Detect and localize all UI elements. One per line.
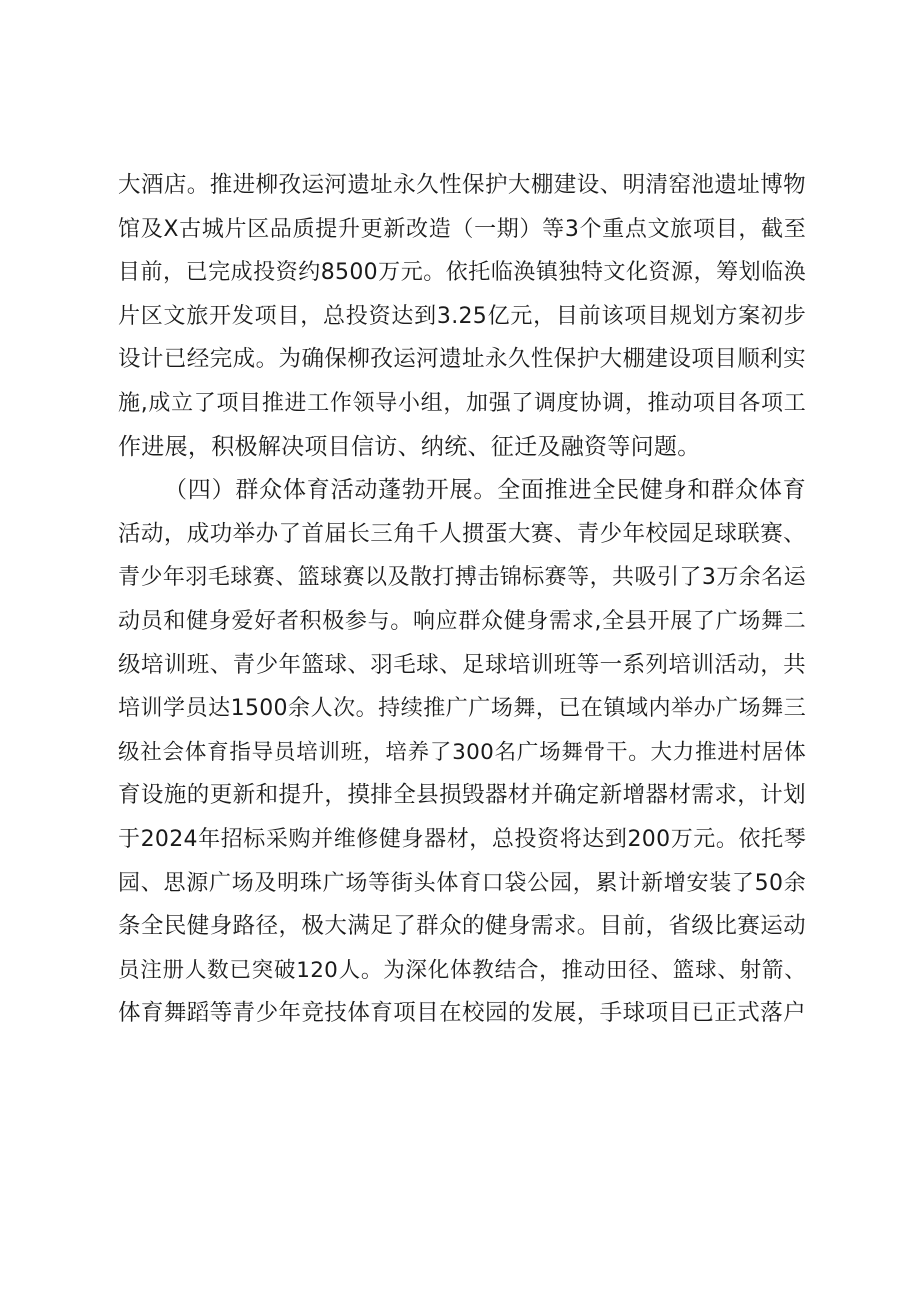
text-line: 活动，成功举办了首届长三角千人掼蛋大赛、青少年校园足球联赛、 (118, 520, 806, 547)
text-line: 级社会体育指导员培训班，培养了300名广场舞骨干。大力推进村居体 (118, 739, 806, 765)
text-line: 条全民健身路径，极大满足了群众的健身需求。目前，省级比赛运动 (118, 913, 806, 940)
paragraph-mass-sports (118, 469, 806, 1036)
text-line: 设计已经完成。为确保柳孜运河遗址永久性保护大棚建设项目顺利实 (118, 346, 806, 373)
text-line: 青少年羽毛球赛、篮球赛以及散打搏击锦标赛等，共吸引了3万余名运 (118, 565, 806, 591)
section-heading-line: （四）群众体育活动蓬勃开展。全面推进全民健身和群众体育 (164, 477, 806, 504)
text-line: 片区文旅开发项目，总投资达到3.25亿元，目前该项目规划方案初步 (118, 303, 806, 329)
text-line: 大酒店。推进柳孜运河遗址永久性保护大棚建设、明清窑池遗址博物 (118, 172, 806, 198)
text-line: 员注册人数已突破120人。为深化体教结合，推动田径、篮球、射箭、 (118, 957, 806, 983)
text-line: 馆及X古城片区品质提升更新改造（一期）等3个重点文旅项目，截至 (118, 216, 806, 242)
text-line: 培训学员达1500余人次。持续推广广场舞，已在镇域内举办广场舞三 (118, 696, 806, 722)
text-line: 动员和健身爱好者积极参与。响应群众健身需求,全县开展了广场舞二 (118, 608, 806, 634)
text-line: 育设施的更新和提升，摸排全县损毁器材并确定新增器材需求，计划 (118, 782, 806, 809)
paragraph-culture-tourism (118, 164, 806, 469)
text-line: 体育舞蹈等青少年竞技体育项目在校园的发展，手球项目已正式落户 (118, 1000, 806, 1027)
text-line: 目前，已完成投资约8500万元。依托临涣镇独特文化资源，筹划临涣 (118, 260, 806, 286)
text-line: 级培训班、青少年篮球、羽毛球、足球培训班等一系列培训活动，共 (118, 651, 806, 678)
text-line: 园、思源广场及明珠广场等街头体育口袋公园，累计新增安装了50余 (118, 870, 806, 896)
body-text (118, 164, 806, 1036)
text-line: 施,成立了项目推进工作领导小组，加强了调度协调，推动项目各项工 (118, 390, 806, 416)
text-line: 于2024年招标采购并维修健身器材，总投资将达到200万元。依托琴 (118, 826, 806, 852)
text-line: 作进展，积极解决项目信访、纳统、征迁及融资等问题。 (118, 433, 701, 460)
